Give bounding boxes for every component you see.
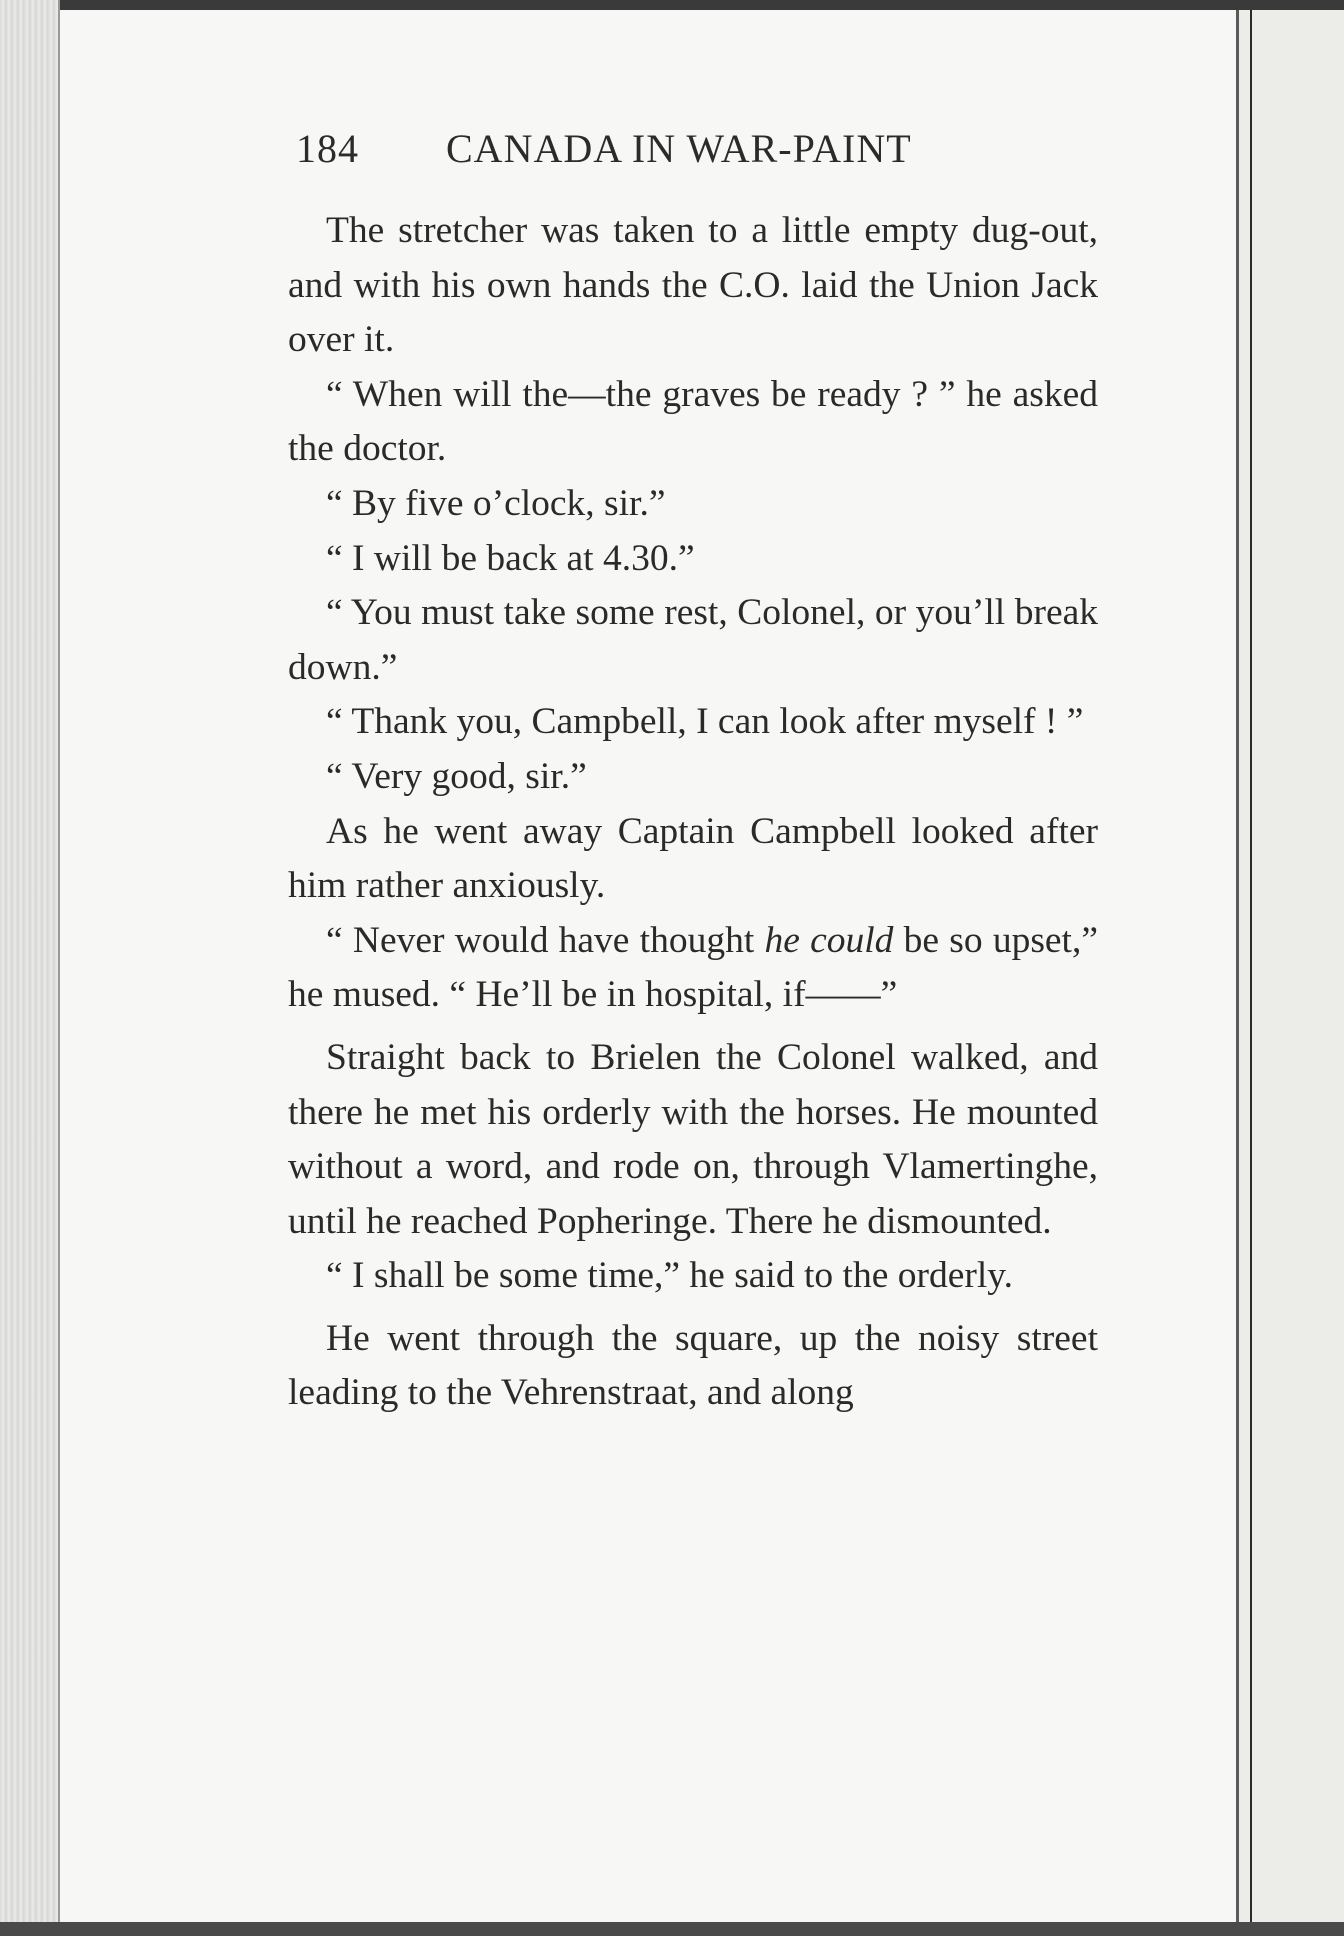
book-right-margin xyxy=(1236,10,1344,1922)
emphasis-text: he could xyxy=(764,919,894,961)
paragraph: “ When will the—the graves be ready ? ” he asked the doctor. xyxy=(288,373,1098,470)
text-run: “ Never would have thought xyxy=(326,919,765,961)
page-number: 184 xyxy=(296,126,359,171)
book-page-stack-left xyxy=(0,0,60,1936)
paragraph: “ By five o’clock, sir.” xyxy=(326,482,666,524)
body-text xyxy=(288,204,1098,1421)
paragraph xyxy=(288,914,1098,1023)
paragraph: “ I shall be some time,” he said to the orderly. xyxy=(326,1255,1013,1297)
paragraph: “ Thank you, Campbell, I can look after myself ! ” xyxy=(326,701,1084,743)
running-title: CANADA IN WAR-PAINT xyxy=(446,126,912,171)
book-top-edge xyxy=(0,0,1344,10)
running-header xyxy=(296,125,1096,185)
paragraph: Straight back to Brielen the Colonel walked, and there he met his orderly with the horses. He mounted without a word, and rode on, through Vlamertinghe, until he reached Popheringe. There he dismounted. xyxy=(288,1036,1098,1242)
text-run: be so upset,” he mused. “ He’ll be in hospital, if——” xyxy=(288,919,1098,1016)
paragraph: The stretcher was taken to a little empty dug-out, and with his own hands the C.O. laid the Union Jack over it. xyxy=(288,210,1098,361)
paragraph: “ Very good, sir.” xyxy=(326,755,587,797)
paragraph: As he went away Captain Campbell looked after him rather anxiously. xyxy=(288,810,1098,907)
book-right-edge-line xyxy=(1236,10,1239,1922)
paragraph: “ I will be back at 4.30.” xyxy=(326,537,695,579)
book-bottom-edge xyxy=(0,1922,1344,1936)
paragraph: He went through the square, up the noisy street leading to the Vehrenstraat, and along xyxy=(288,1317,1098,1414)
paragraph: “ You must take some rest, Colonel, or you’ll break down.” xyxy=(288,592,1098,688)
book-spine-line xyxy=(58,0,60,1936)
book-right-edge-line-outer xyxy=(1250,10,1252,1922)
